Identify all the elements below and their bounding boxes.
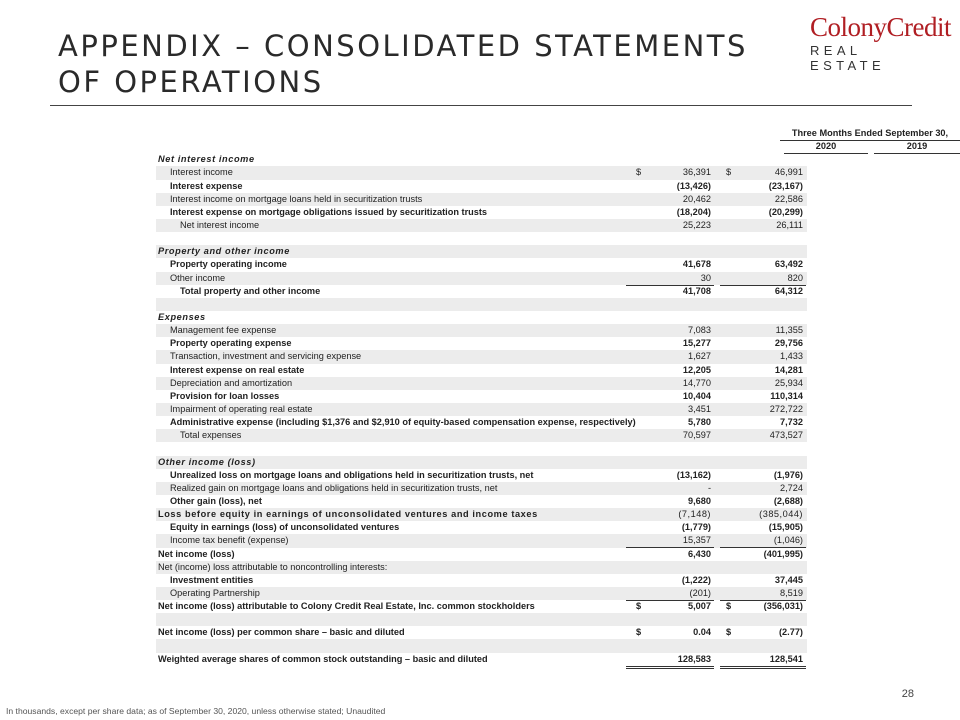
value-2019: [720, 469, 806, 482]
cell-value: 37,445: [774, 574, 803, 585]
currency-symbol: $: [636, 601, 642, 612]
value-2020: [626, 416, 714, 430]
cell-value: 11,355: [775, 325, 803, 336]
logo-subtitle: REAL ESTATE: [810, 43, 886, 73]
value-2019: [720, 561, 806, 574]
value-2020: [626, 456, 714, 469]
cell-value: (2,688): [773, 495, 803, 506]
cell-value: 128,541: [769, 653, 803, 664]
value-2020: [626, 219, 714, 232]
row-label: Provision for loan losses: [170, 390, 280, 401]
logo-wordmark: ColonyCredit: [810, 12, 951, 42]
cell-value: 70,597: [682, 430, 711, 441]
currency-symbol: $: [636, 627, 642, 638]
cell-value: 14,770: [682, 377, 711, 388]
row-label: Net income (loss) attributable to Colony Credit Real Estate, Inc. common stockholders: [158, 601, 535, 612]
period-header: Three Months Ended September 30,: [780, 127, 960, 141]
table-row: [156, 469, 807, 482]
table-row: [156, 180, 807, 193]
row-label: Other income: [170, 272, 226, 283]
cell-value: 46,991: [774, 167, 803, 178]
cell-value: 29,756: [774, 338, 803, 349]
table-row: [156, 613, 807, 626]
value-2020: [626, 587, 714, 601]
cell-value: (201): [689, 587, 711, 598]
value-2019: [720, 587, 806, 601]
cell-value: 110,314: [770, 390, 803, 401]
value-2019: [720, 193, 806, 206]
cell-value: 20,462: [682, 193, 711, 204]
cell-value: (13,426): [676, 180, 711, 191]
table-row: [156, 377, 807, 390]
row-label: Impairment of operating real estate: [170, 403, 313, 414]
value-2020: [626, 193, 714, 206]
value-2019: [720, 574, 806, 587]
currency-symbol: $: [726, 627, 732, 638]
table-row: [156, 495, 807, 508]
table-row: [156, 245, 807, 258]
cell-value: (18,204): [676, 206, 711, 217]
cell-value: (23,167): [768, 180, 803, 191]
row-label: Net income (loss): [158, 548, 235, 559]
table-row: [156, 403, 807, 416]
table-row: [156, 508, 807, 521]
table-row: [156, 285, 807, 298]
row-label: Other gain (loss), net: [170, 495, 262, 506]
value-2019: [720, 416, 806, 430]
row-label: Total property and other income: [180, 285, 321, 296]
cell-value: (1,976): [773, 469, 803, 480]
row-label: Income tax benefit (expense): [170, 535, 289, 546]
cell-value: 22,586: [774, 193, 803, 204]
table-row: [156, 324, 807, 337]
statement-rows: [156, 153, 807, 665]
cell-value: 30: [700, 272, 711, 283]
cell-value: 8,519: [780, 587, 803, 598]
company-logo: [810, 12, 951, 73]
value-2019: [720, 482, 806, 495]
row-label: Property and other income: [158, 246, 290, 257]
year-header-2019: 2019: [874, 140, 960, 154]
table-row: [156, 548, 807, 561]
cell-value: 473,527: [769, 430, 803, 441]
value-2019: [720, 232, 806, 245]
value-2019: [720, 245, 806, 258]
cell-value: 14,281: [774, 364, 803, 375]
table-row: [156, 587, 807, 600]
value-2020: [626, 364, 714, 377]
row-label: Interest income: [170, 167, 233, 178]
table-row: [156, 429, 807, 442]
cell-value: -: [707, 482, 711, 493]
value-2019: [720, 324, 806, 337]
table-row: [156, 574, 807, 587]
row-label: Net income (loss) per common share – basic and diluted: [158, 627, 405, 638]
cell-value: (356,031): [763, 601, 803, 612]
table-row: [156, 193, 807, 206]
cell-value: 5,007: [688, 601, 711, 612]
cell-value: (13,162): [676, 469, 711, 480]
page-title: APPENDIX – CONSOLIDATED STATEMENTS OF OPERATIONS: [58, 29, 748, 99]
table-row: [156, 653, 807, 666]
cell-value: 10,404: [682, 390, 711, 401]
value-2019: [720, 180, 806, 193]
cell-value: 820: [787, 272, 803, 283]
value-2020: [626, 153, 714, 166]
row-label: Unrealized loss on mortgage loans and obligations held in securitization trusts, net: [170, 469, 534, 480]
table-row: [156, 350, 807, 363]
table-row: [156, 442, 807, 455]
title-divider: [50, 105, 912, 106]
header-row-years: [156, 140, 928, 153]
value-2020: [626, 574, 714, 587]
table-row: [156, 153, 807, 166]
row-label: Transaction, investment and servicing expense: [170, 351, 362, 362]
row-label: Expenses: [158, 311, 206, 322]
row-label: Net interest income: [158, 154, 255, 165]
cell-value: 12,205: [682, 364, 711, 375]
table-row: [156, 364, 807, 377]
value-2019: [720, 508, 806, 521]
cell-value: 36,391: [682, 167, 711, 178]
value-2020: [626, 403, 714, 416]
table-row: [156, 232, 807, 245]
cell-value: (15,905): [768, 522, 803, 533]
cell-value: 15,357: [682, 535, 711, 546]
row-label: Property operating expense: [170, 338, 292, 349]
value-2019: [720, 272, 806, 286]
cell-value: 64,312: [774, 285, 803, 296]
value-2019: [720, 311, 806, 324]
table-row: [156, 258, 807, 271]
cell-value: 5,780: [688, 417, 711, 428]
cell-value: 25,934: [774, 377, 803, 388]
value-2019: [720, 285, 806, 298]
value-2019: [720, 456, 806, 469]
cell-value: 2,724: [780, 482, 803, 493]
value-2019: [720, 350, 806, 363]
currency-symbol: $: [636, 167, 642, 178]
value-2020: [626, 561, 714, 574]
cell-value: (1,046): [773, 535, 803, 546]
year-header-2020: 2020: [784, 140, 868, 154]
cell-value: 1,433: [780, 351, 803, 362]
cell-value: (2.77): [778, 627, 803, 638]
cell-value: (401,995): [763, 548, 803, 559]
value-2020: [626, 534, 714, 548]
value-2020: [626, 521, 714, 534]
value-2019: [720, 403, 806, 416]
value-2020: [626, 495, 714, 509]
value-2019: [720, 390, 806, 403]
table-row: [156, 626, 807, 639]
cell-value: 0.04: [693, 627, 711, 638]
table-row: [156, 390, 807, 403]
value-2019: [720, 639, 806, 652]
value-2019: [720, 364, 806, 377]
value-2020: [626, 653, 714, 669]
value-2020: [626, 324, 714, 337]
value-2020: [626, 206, 714, 220]
footnote: In thousands, except per share data; as of September 30, 2020, unless otherwise stated; Unaudited: [6, 706, 386, 716]
cell-value: 26,111: [776, 219, 803, 230]
value-2019: [720, 337, 806, 350]
cell-value: 41,708: [682, 285, 711, 296]
value-2020: [626, 377, 714, 390]
table-row: [156, 482, 807, 495]
value-2020: [626, 166, 714, 179]
page-number: 28: [901, 688, 914, 700]
table-row: [156, 298, 807, 311]
cell-value: (1,222): [681, 574, 711, 585]
cell-value: 272,722: [769, 403, 803, 414]
value-2020: [626, 469, 714, 482]
cell-value: (1,779): [681, 522, 711, 533]
value-2020: [626, 442, 714, 455]
cell-value: 3,451: [688, 403, 711, 414]
row-label: Realized gain on mortgage loans and obligations held in securitization trusts, net: [170, 482, 498, 493]
cell-value: 7,732: [780, 417, 803, 428]
cell-value: 128,583: [677, 653, 711, 664]
row-label: Property operating income: [170, 259, 287, 270]
value-2019: [720, 534, 806, 548]
row-label: Investment entities: [170, 574, 254, 585]
row-label: Depreciation and amortization: [170, 377, 293, 388]
table-row: [156, 166, 807, 179]
cell-value: 41,678: [682, 259, 711, 270]
value-2020: [626, 232, 714, 245]
table-row: [156, 456, 807, 469]
table-row: [156, 337, 807, 350]
table-row: [156, 206, 807, 219]
table-row: [156, 311, 807, 324]
row-label: Interest expense: [170, 180, 243, 191]
value-2019: [720, 495, 806, 509]
value-2020: [626, 180, 714, 193]
value-2020: [626, 613, 714, 626]
value-2020: [626, 337, 714, 350]
row-label: Interest income on mortgage loans held in securitization trusts: [170, 193, 423, 204]
header-row-period: [156, 127, 949, 140]
value-2019: [720, 206, 806, 220]
value-2019: [720, 153, 806, 166]
row-label: Total expenses: [180, 430, 242, 441]
currency-symbol: $: [726, 167, 732, 178]
value-2020: [626, 508, 714, 521]
value-2020: [626, 390, 714, 403]
cell-value: (385,044): [759, 509, 803, 520]
value-2020: [626, 285, 714, 298]
value-2019: [720, 429, 806, 442]
value-2020: [626, 311, 714, 324]
cell-value: 63,492: [774, 259, 803, 270]
table-row: [156, 600, 807, 613]
value-2019: [720, 298, 806, 311]
value-2019: [720, 653, 806, 669]
table-row: [156, 416, 807, 429]
row-label: Management fee expense: [170, 325, 277, 336]
value-2019: [720, 219, 806, 232]
value-2019: [720, 548, 806, 561]
value-2020: [626, 482, 714, 495]
row-label: Equity in earnings (loss) of unconsolidated ventures: [170, 522, 400, 533]
row-label: Weighted average shares of common stock outstanding – basic and diluted: [158, 653, 488, 664]
statement-table: [156, 127, 949, 666]
row-label: Interest expense on mortgage obligations issued by securitization trusts: [170, 206, 488, 217]
cell-value: (20,299): [768, 206, 803, 217]
row-label: Interest expense on real estate: [170, 364, 305, 375]
table-row: [156, 534, 807, 547]
cell-value: 9,680: [688, 495, 711, 506]
value-2020: [626, 245, 714, 258]
value-2020: [626, 272, 714, 286]
value-2019: [720, 613, 806, 626]
cell-value: 7,083: [688, 325, 711, 336]
table-row: [156, 272, 807, 285]
cell-value: 6,430: [688, 548, 711, 559]
cell-value: (7,148): [678, 509, 711, 520]
value-2020: [626, 298, 714, 311]
value-2020: [626, 258, 714, 271]
cell-value: 15,277: [682, 338, 711, 349]
table-row: [156, 219, 807, 232]
value-2019: [720, 166, 806, 179]
currency-symbol: $: [726, 601, 732, 612]
value-2019: [720, 377, 806, 390]
row-label: Net interest income: [180, 219, 260, 230]
value-2020: [626, 429, 714, 442]
row-label: Other income (loss): [158, 456, 256, 467]
cell-value: 1,627: [688, 351, 711, 362]
value-2019: [720, 521, 806, 534]
row-label: Operating Partnership: [170, 587, 260, 598]
row-label: Loss before equity in earnings of unconsolidated ventures and income taxes: [158, 509, 538, 520]
value-2020: [626, 548, 714, 561]
value-2020: [626, 350, 714, 363]
table-row: [156, 561, 807, 574]
value-2019: [720, 258, 806, 271]
row-label: Administrative expense (including $1,376 and $2,910 of equity-based compensation expense, respectively): [170, 417, 636, 428]
value-2020: [626, 639, 714, 652]
table-row: [156, 639, 807, 652]
cell-value: 25,223: [682, 219, 711, 230]
table-row: [156, 521, 807, 534]
row-label: Net (income) loss attributable to noncontrolling interests:: [158, 561, 388, 572]
value-2019: [720, 442, 806, 455]
